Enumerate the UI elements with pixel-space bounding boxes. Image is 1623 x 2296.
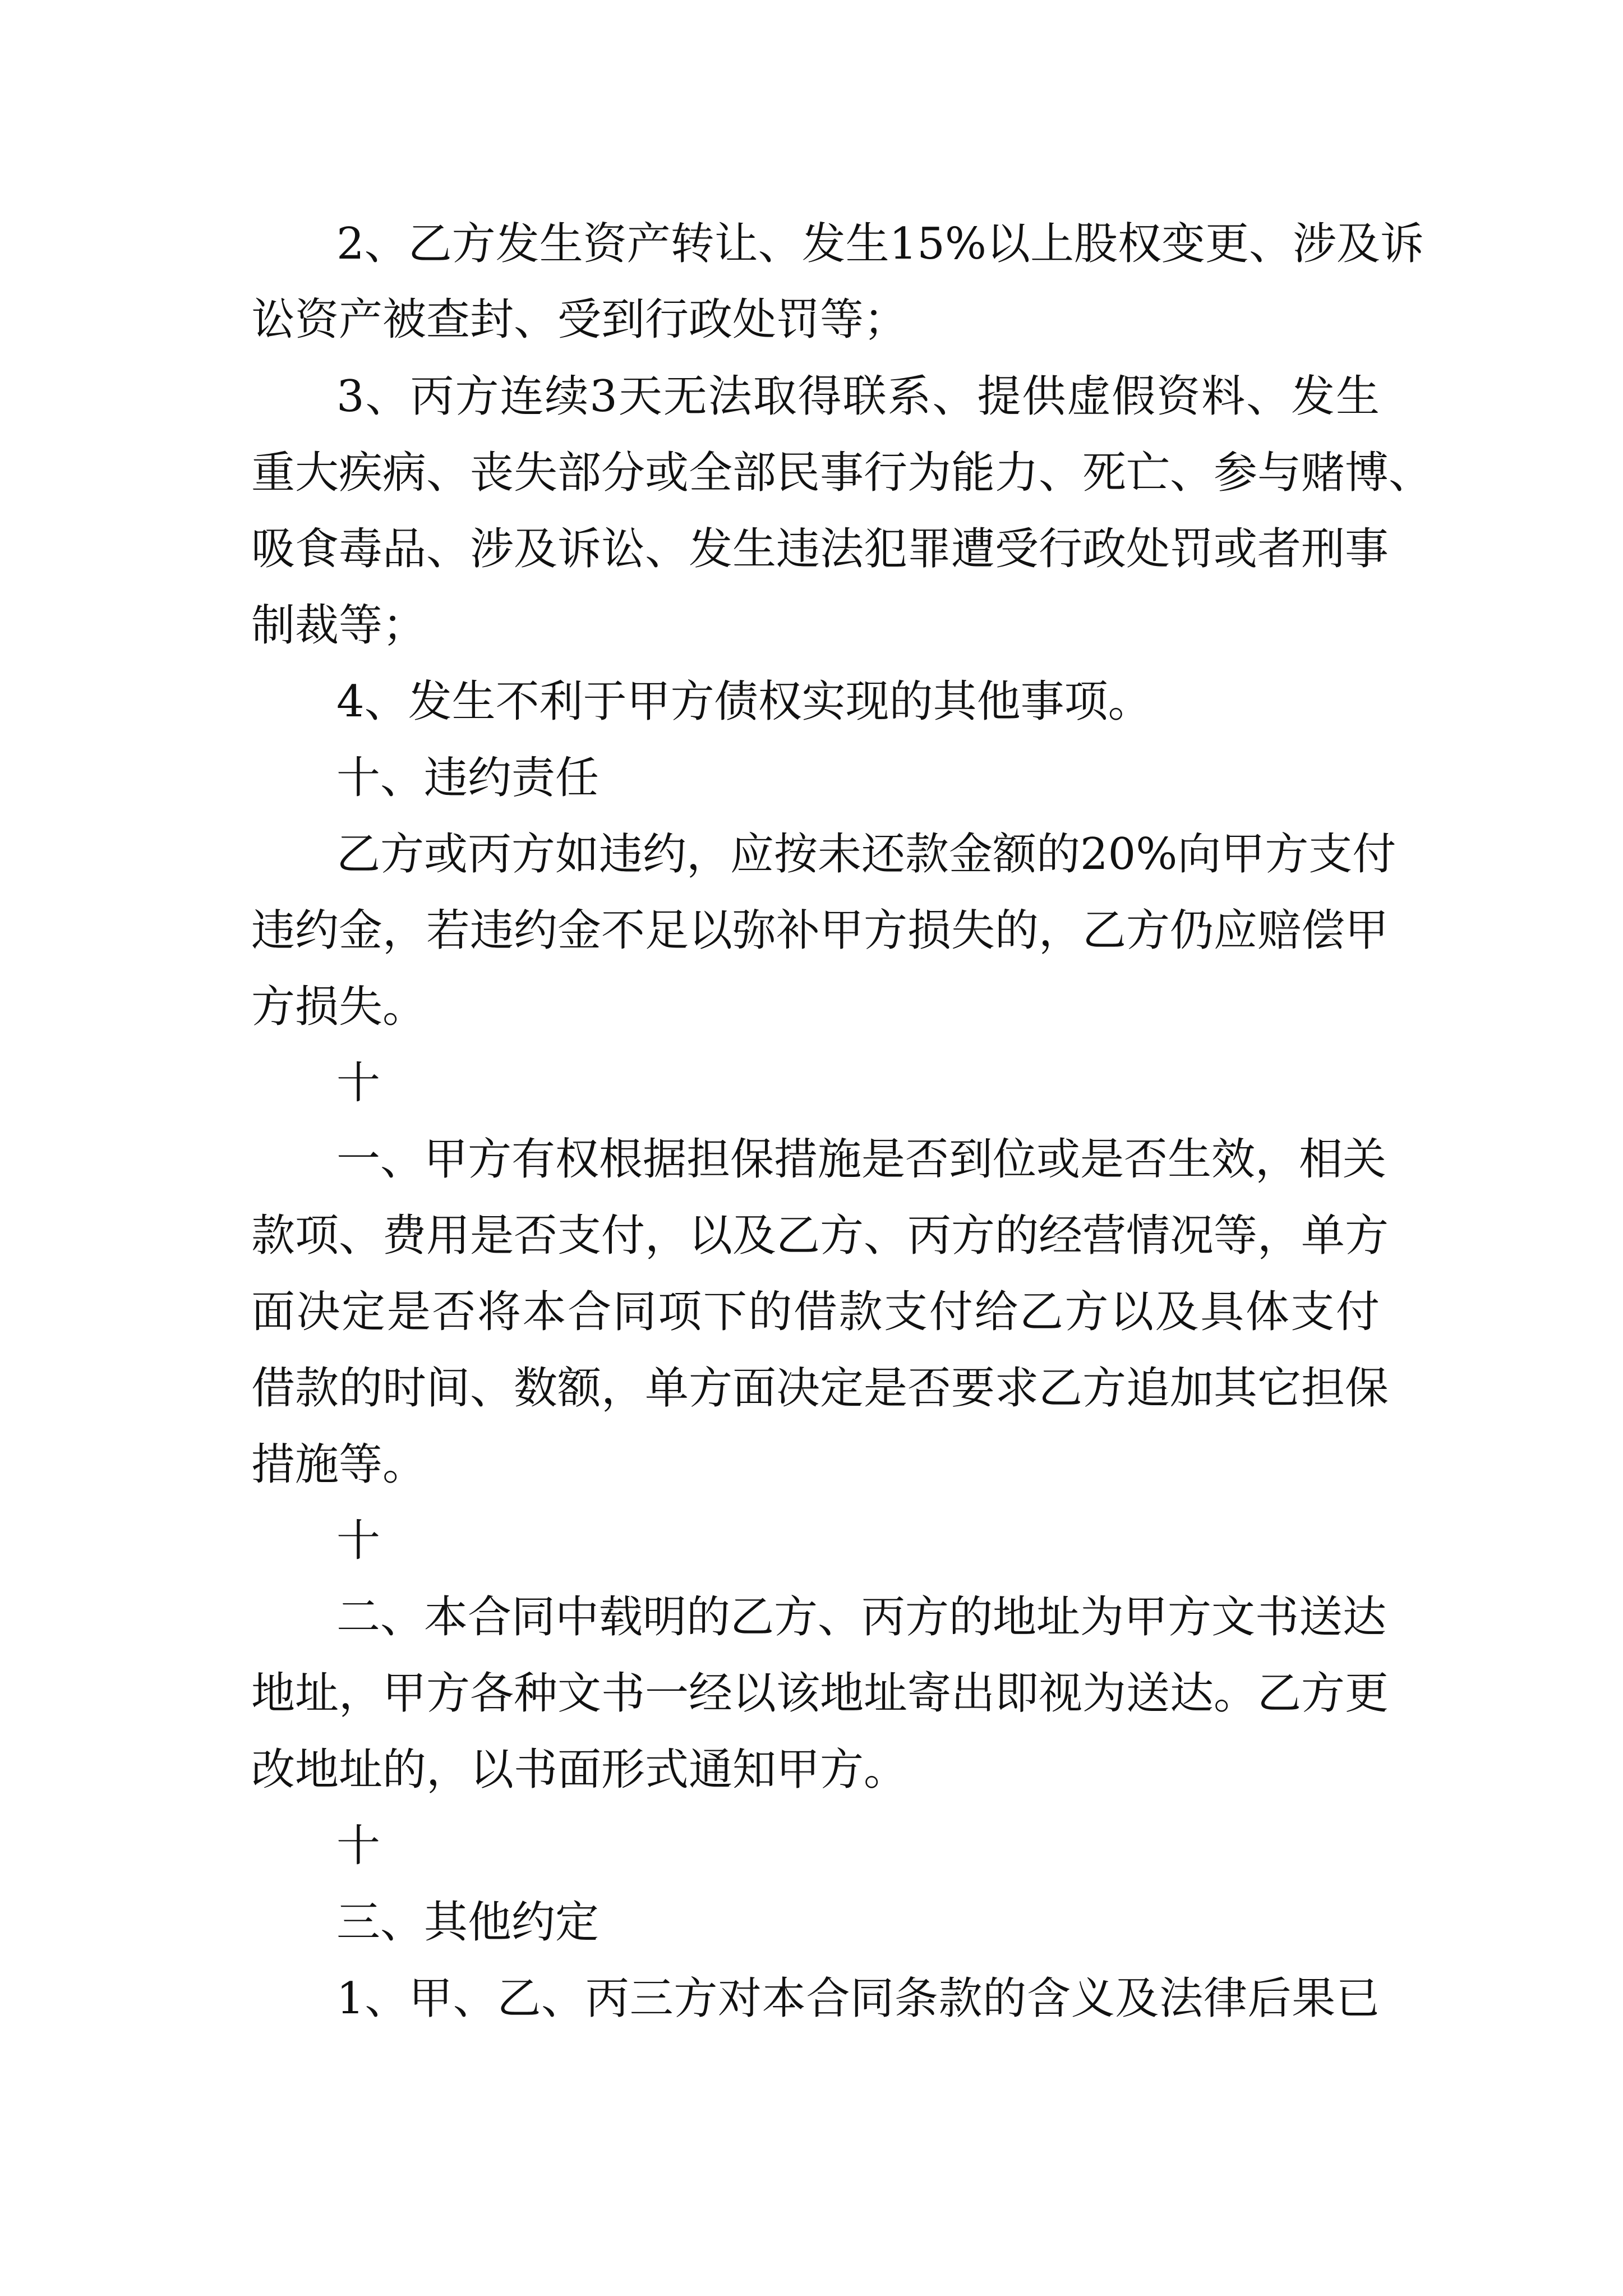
paragraph-line: 借款的时间、数额，单方面决定是否要求乙方追加其它担保: [251, 1363, 1389, 1414]
paragraph-line: 款项、费用是否支付，以及乙方、丙方的经营情况等，单方: [251, 1211, 1389, 1261]
section-heading: 十、违约责任: [336, 753, 600, 803]
paragraph-line: 改地址的，以书面形式通知甲方。: [251, 1745, 908, 1795]
paragraph-line: 吸食毒品、涉及诉讼、发生违法犯罪遭受行政处罚或者刑事: [251, 524, 1389, 574]
paragraph-line: 方损失。: [251, 982, 427, 1032]
paragraph-line: 一、甲方有权根据担保措施是否到位或是否生效，相关: [336, 1134, 1387, 1185]
section-number: 十: [336, 1058, 381, 1108]
paragraph-line: 违约金，若违约金不足以弥补甲方损失的，乙方仍应赔偿甲: [251, 905, 1389, 956]
paragraph-line: 2、乙方发生资产转让、发生15%以上股权变更、涉及诉: [336, 219, 1424, 269]
paragraph-line: 讼资产被查封、受到行政处罚等；: [251, 295, 908, 345]
paragraph-line: 面决定是否将本合同项下的借款支付给乙方以及具体支付: [251, 1287, 1380, 1337]
section-heading: 三、其他约定: [336, 1897, 600, 1948]
paragraph-line: 重大疾病、丧失部分或全部民事行为能力、死亡、参与赌博、: [251, 448, 1433, 498]
paragraph-line: 地址，甲方各种文书一经以该地址寄出即视为送达。乙方更: [251, 1668, 1389, 1719]
paragraph-line: 乙方或丙方如违约，应按未还款金额的20%向甲方支付: [336, 829, 1396, 880]
paragraph-line: 4、发生不利于甲方债权实现的其他事项。: [336, 677, 1152, 727]
section-number: 十: [336, 1821, 381, 1871]
paragraph-line: 制裁等；: [251, 600, 427, 651]
section-number: 十: [336, 1516, 381, 1566]
paragraph-line: 二、本合同中载明的乙方、丙方的地址为甲方文书送达: [336, 1592, 1387, 1642]
paragraph-line: 1、甲、乙、丙三方对本合同条款的含义及法律后果已: [336, 1973, 1380, 2024]
paragraph-line: 措施等。: [251, 1439, 427, 1490]
paragraph-line: 3、丙方连续3天无法取得联系、提供虚假资料、发生: [336, 371, 1380, 422]
